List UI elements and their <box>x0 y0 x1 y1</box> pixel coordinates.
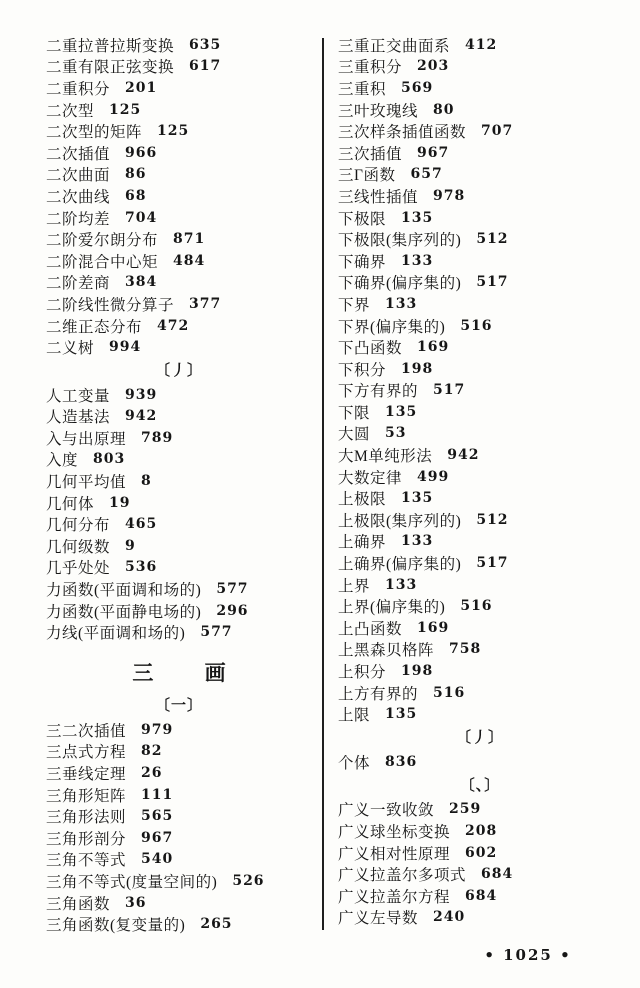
entry-term: 上极限 <box>338 491 387 509</box>
entry-page-number: 296 <box>216 602 249 619</box>
entry-term: 三角形法则 <box>46 809 127 827</box>
entry-page-number: 635 <box>189 36 222 53</box>
index-entry <box>46 250 312 272</box>
entry-term: 下凸函数 <box>338 340 403 358</box>
entry-page-number: 512 <box>476 231 509 248</box>
index-entry <box>338 293 622 315</box>
entry-term: 上界 <box>338 577 371 595</box>
entry-page-number: 9 <box>125 537 136 554</box>
entry-page-number: 135 <box>385 403 418 420</box>
index-entry <box>338 842 622 864</box>
index-entry <box>46 827 312 849</box>
index-entry <box>46 142 312 164</box>
entry-page-number: 203 <box>417 58 450 75</box>
index-entry <box>338 56 622 78</box>
index-entry <box>46 336 312 358</box>
entry-page-number: 8 <box>141 473 152 490</box>
entry-term: 二阶差商 <box>46 275 111 293</box>
entry-page-number: 966 <box>125 144 158 161</box>
entry-page-number: 836 <box>385 753 418 770</box>
index-entry <box>46 805 312 827</box>
index-entry <box>338 142 622 164</box>
entry-page-number: 536 <box>125 559 158 576</box>
entry-term: 二阶混合中心矩 <box>46 253 159 271</box>
entry-term: 几乎处处 <box>46 560 111 578</box>
index-entry <box>338 863 622 885</box>
entry-page-number: 133 <box>385 576 418 593</box>
index-entry <box>46 535 312 557</box>
entry-term: 二重拉普拉斯变换 <box>46 37 175 55</box>
entry-page-number: 994 <box>109 339 142 356</box>
index-entry <box>46 384 312 406</box>
entry-term: 力函数(平面静电场的) <box>46 603 202 621</box>
entry-term: 三角函数(复变量的) <box>46 917 186 935</box>
entry-page-number: 86 <box>125 166 147 183</box>
entry-page-number: 979 <box>141 721 174 738</box>
entry-term: 二次插值 <box>46 145 111 163</box>
entry-page-number: 377 <box>189 295 222 312</box>
index-entry <box>46 762 312 784</box>
entry-page-number: 657 <box>410 166 443 183</box>
entry-term: 三次样条插值函数 <box>338 124 467 142</box>
entry-page-number: 26 <box>141 765 163 782</box>
index-entry <box>46 272 312 294</box>
entry-page-number: 82 <box>141 743 163 760</box>
index-entry <box>338 207 622 229</box>
index-entry <box>338 34 622 56</box>
index-entry <box>338 466 622 488</box>
entry-page-number: 125 <box>109 101 142 118</box>
entry-term: 上限 <box>338 707 371 725</box>
entry-page-number: 517 <box>433 382 466 399</box>
entry-term: 三垂线定理 <box>46 766 127 784</box>
index-entry <box>338 509 622 531</box>
index-column-left <box>46 34 312 935</box>
entry-page-number: 871 <box>173 231 206 248</box>
radical-section-header: 〔一〕 <box>154 698 203 715</box>
entry-page-number: 512 <box>476 511 509 528</box>
index-entry <box>338 751 622 773</box>
index-entry <box>46 120 312 142</box>
entry-page-number: 942 <box>447 447 480 464</box>
entry-term: 三点式方程 <box>46 744 127 762</box>
entry-term: 二次曲面 <box>46 167 111 185</box>
entry-term: 上黑森贝格阵 <box>338 642 435 660</box>
entry-term: 二次曲线 <box>46 188 111 206</box>
entry-page-number: 942 <box>125 408 158 425</box>
entry-page-number: 169 <box>417 619 450 636</box>
entry-term: 三重正交曲面系 <box>338 37 451 55</box>
entry-term: 上极限(集序列的) <box>338 512 462 530</box>
entry-page-number: 569 <box>401 79 434 96</box>
radical-section-header: 〔、〕 <box>459 777 501 794</box>
entry-term: 下积分 <box>338 361 387 379</box>
entry-term: 二阶线性微分算子 <box>46 296 175 314</box>
entry-page-number: 68 <box>125 187 147 204</box>
entry-term: 三角不等式 <box>46 852 127 870</box>
index-entry <box>338 907 622 929</box>
entry-term: 上凸函数 <box>338 620 403 638</box>
entry-page-number: 684 <box>481 866 514 883</box>
entry-page-number: 967 <box>417 144 450 161</box>
entry-term: 大数定律 <box>338 469 403 487</box>
entry-page-number: 526 <box>232 872 265 889</box>
index-entry <box>338 358 622 380</box>
entry-term: 三次插值 <box>338 145 403 163</box>
entry-page-number: 684 <box>465 887 498 904</box>
entry-page-number: 111 <box>141 786 174 803</box>
index-entry <box>46 293 312 315</box>
index-entry <box>338 99 622 121</box>
entry-page-number: 198 <box>401 663 434 680</box>
entry-term: 广义球坐标变换 <box>338 823 451 841</box>
entry-term: 下限 <box>338 404 371 422</box>
index-entry <box>338 820 622 842</box>
index-entry <box>338 77 622 99</box>
radical-section-header: 〔丿〕 <box>154 362 203 379</box>
entry-term: 几何分布 <box>46 517 111 535</box>
entry-page-number: 135 <box>385 706 418 723</box>
index-entry <box>338 164 622 186</box>
entry-page-number: 617 <box>189 58 222 75</box>
entry-page-number: 19 <box>109 494 131 511</box>
entry-term: 三重积 <box>338 80 387 98</box>
entry-term: 上确界(偏序集的) <box>338 556 462 574</box>
entry-term: 几何级数 <box>46 538 111 556</box>
index-entry <box>338 380 622 402</box>
index-entry <box>338 574 622 596</box>
entry-page-number: 484 <box>173 252 206 269</box>
entry-term: 几何体 <box>46 495 95 513</box>
entry-term: 广义左导数 <box>338 910 419 928</box>
entry-page-number: 133 <box>401 533 434 550</box>
index-entry <box>338 444 622 466</box>
entry-term: 入度 <box>46 452 79 470</box>
entry-term: 入与出原理 <box>46 430 127 448</box>
entry-page-number: 577 <box>200 624 233 641</box>
entry-page-number: 125 <box>157 123 190 140</box>
index-column-right <box>338 34 622 928</box>
index-entry <box>46 784 312 806</box>
index-entry <box>338 272 622 294</box>
index-entry <box>338 250 622 272</box>
entry-term: 下界 <box>338 296 371 314</box>
index-entry <box>46 892 312 914</box>
entry-term: 三角不等式(度量空间的) <box>46 873 218 891</box>
radical-section-header: 〔丿〕 <box>455 730 504 746</box>
entry-page-number: 704 <box>125 209 158 226</box>
entry-term: 下确界 <box>338 253 387 271</box>
entry-term: 人工变量 <box>46 387 111 405</box>
entry-page-number: 135 <box>401 209 434 226</box>
entry-page-number: 36 <box>125 894 147 911</box>
entry-term: 三角函数 <box>46 895 111 913</box>
entry-page-number: 499 <box>417 468 450 485</box>
index-entry <box>46 719 312 741</box>
index-entry <box>338 228 622 250</box>
index-entry <box>338 315 622 337</box>
entry-term: 几何平均值 <box>46 474 127 492</box>
entry-page-number: 978 <box>433 187 466 204</box>
entry-term: 个体 <box>338 754 371 772</box>
index-entry <box>338 531 622 553</box>
entry-page-number: 80 <box>433 101 455 118</box>
index-entry <box>46 406 312 428</box>
index-entry <box>46 470 312 492</box>
entry-term: 人造基法 <box>46 409 111 427</box>
entry-page-number: 516 <box>460 317 493 334</box>
entry-page-number: 465 <box>125 516 158 533</box>
entry-page-number: 789 <box>141 429 174 446</box>
index-entry <box>46 77 312 99</box>
entry-term: 二次型的矩阵 <box>46 124 143 142</box>
entry-term: 二次型 <box>46 102 95 120</box>
index-entry <box>338 617 622 639</box>
entry-page-number: 967 <box>141 829 174 846</box>
entry-term: 下极限(集序列的) <box>338 232 462 250</box>
entry-term: 广义相对性原理 <box>338 845 451 863</box>
entry-term: 三线性插值 <box>338 188 419 206</box>
entry-term: 三重积分 <box>338 59 403 77</box>
index-entry <box>46 913 312 935</box>
entry-page-number: 384 <box>125 274 158 291</box>
entry-term: 大圆 <box>338 426 371 444</box>
index-entry <box>338 336 622 358</box>
entry-term: 力线(平面调和场的) <box>46 625 186 643</box>
index-entry <box>338 682 622 704</box>
entry-page-number: 540 <box>141 851 174 868</box>
entry-page-number: 758 <box>449 641 482 658</box>
index-entry <box>338 487 622 509</box>
entry-page-number: 516 <box>460 598 493 615</box>
entry-term: 上方有界的 <box>338 685 419 703</box>
entry-term: 二义树 <box>46 340 95 358</box>
index-entry <box>46 427 312 449</box>
entry-term: 二重积分 <box>46 80 111 98</box>
index-entry <box>46 870 312 892</box>
entry-page-number: 53 <box>385 425 407 442</box>
entry-term: 二重有限正弦变换 <box>46 59 175 77</box>
column-divider <box>322 38 324 930</box>
entry-page-number: 265 <box>200 916 233 933</box>
entry-term: 广义一致收敛 <box>338 802 435 820</box>
entry-page-number: 198 <box>401 360 434 377</box>
entry-page-number: 133 <box>385 295 418 312</box>
entry-page-number: 517 <box>476 274 509 291</box>
index-entry <box>46 449 312 471</box>
index-entry <box>338 120 622 142</box>
index-entry <box>338 885 622 907</box>
entry-term: 上界(偏序集的) <box>338 599 446 617</box>
entry-term: 力函数(平面调和场的) <box>46 582 202 600</box>
index-entry <box>46 492 312 514</box>
index-entry <box>46 741 312 763</box>
index-entry <box>338 401 622 423</box>
entry-page-number: 259 <box>449 801 482 818</box>
entry-page-number: 803 <box>93 451 126 468</box>
entry-term: 下确界(偏序集的) <box>338 275 462 293</box>
entry-page-number: 169 <box>417 339 450 356</box>
entry-term: 广义拉盖尔方程 <box>338 888 451 906</box>
entry-page-number: 939 <box>125 386 158 403</box>
entry-term: 三角形剖分 <box>46 830 127 848</box>
entry-page-number: 577 <box>216 581 249 598</box>
index-entry <box>338 595 622 617</box>
index-entry <box>338 423 622 445</box>
index-entry <box>46 557 312 579</box>
stroke-count-section-header: 三 画 <box>132 661 226 686</box>
entry-page-number: 133 <box>401 252 434 269</box>
index-entry <box>46 185 312 207</box>
entry-term: 三叶玫瑰线 <box>338 102 419 120</box>
entry-page-number: 135 <box>401 490 434 507</box>
entry-page-number: 565 <box>141 808 174 825</box>
entry-page-number: 516 <box>433 684 466 701</box>
entry-page-number: 707 <box>481 123 514 140</box>
index-entry <box>338 660 622 682</box>
entry-page-number: 208 <box>465 822 498 839</box>
entry-term: 三Γ函数 <box>338 167 396 185</box>
index-entry <box>46 34 312 56</box>
entry-term: 三角形矩阵 <box>46 787 127 805</box>
entry-page-number: 517 <box>476 555 509 572</box>
entry-term: 二阶爱尔朗分布 <box>46 232 159 250</box>
entry-term: 下界(偏序集的) <box>338 318 446 336</box>
entry-term: 上积分 <box>338 664 387 682</box>
entry-term: 二维正态分布 <box>46 318 143 336</box>
index-entry <box>338 799 622 821</box>
index-entry <box>46 513 312 535</box>
entry-term: 大M单纯形法 <box>338 448 433 466</box>
index-entry <box>338 185 622 207</box>
entry-page-number: 472 <box>157 317 190 334</box>
index-entry <box>46 164 312 186</box>
index-entry <box>46 849 312 871</box>
entry-term: 上确界 <box>338 534 387 552</box>
page-number: • 1025 • <box>484 946 572 964</box>
entry-term: 下极限 <box>338 210 387 228</box>
entry-page-number: 602 <box>465 844 498 861</box>
entry-term: 下方有界的 <box>338 383 419 401</box>
entry-term: 三二次插值 <box>46 722 127 740</box>
entry-page-number: 201 <box>125 79 158 96</box>
index-entry <box>46 621 312 643</box>
index-entry <box>46 56 312 78</box>
index-entry <box>46 600 312 622</box>
index-entry <box>46 578 312 600</box>
index-entry <box>338 552 622 574</box>
entry-term: 二阶均差 <box>46 210 111 228</box>
index-entry <box>46 315 312 337</box>
index-entry <box>338 639 622 661</box>
index-entry <box>46 207 312 229</box>
entry-page-number: 412 <box>465 36 498 53</box>
index-entry <box>46 228 312 250</box>
entry-term: 广义拉盖尔多项式 <box>338 867 467 885</box>
index-entry <box>338 703 622 725</box>
index-entry <box>46 99 312 121</box>
entry-page-number: 240 <box>433 909 466 926</box>
